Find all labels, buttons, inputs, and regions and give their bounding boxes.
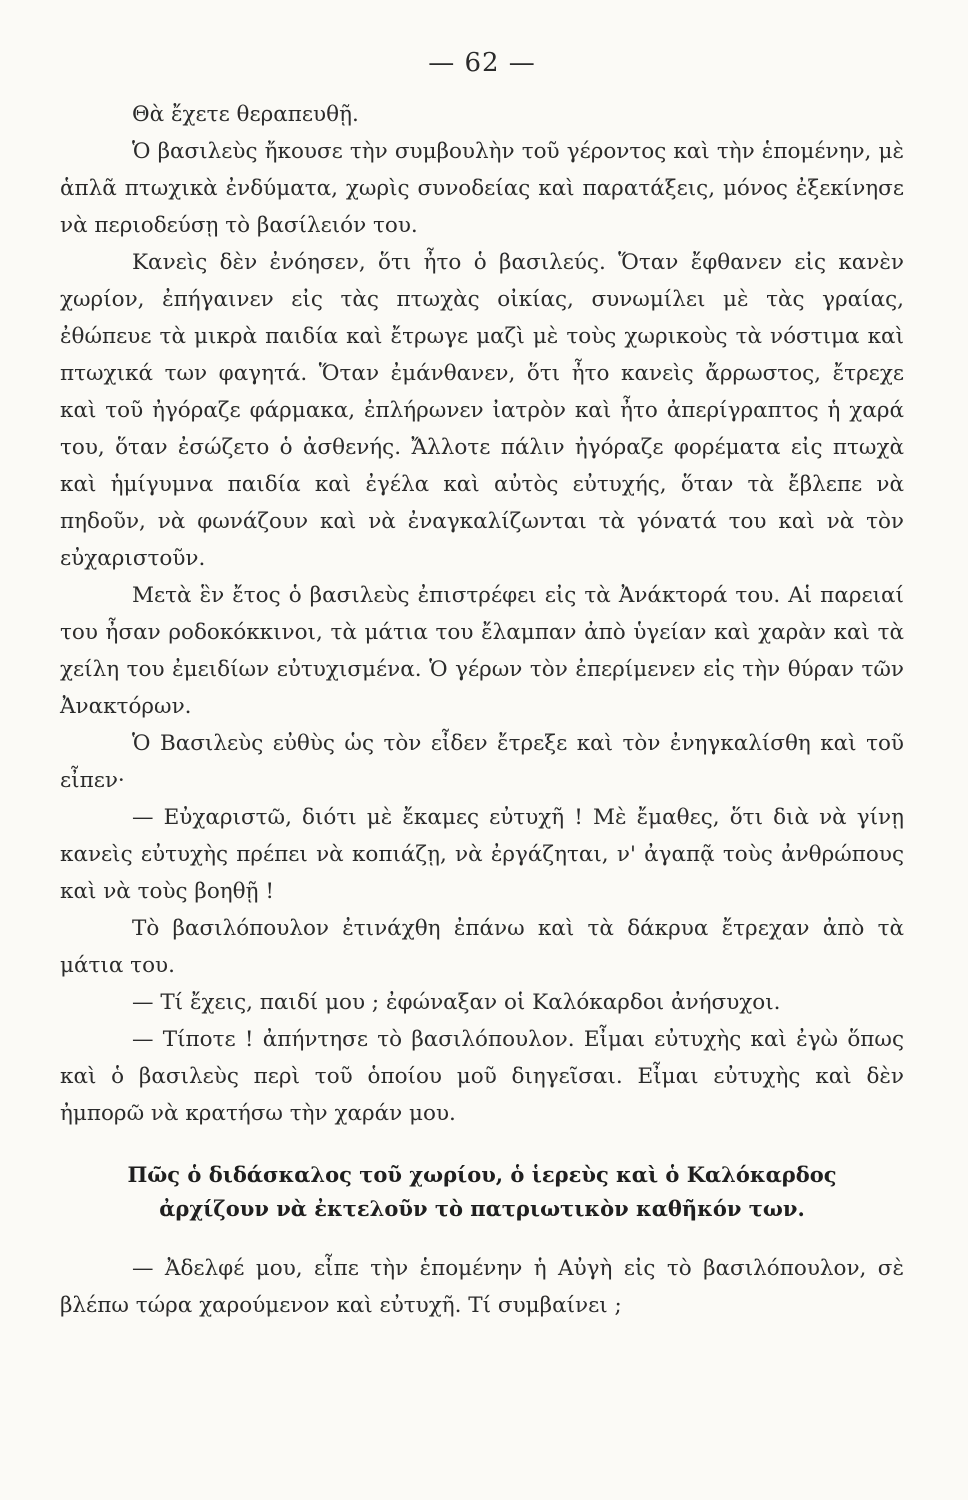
paragraph: Τὸ βασιλόπουλον ἐτινάχθη ἐπάνω καὶ τὰ δάκρυα ἔτρεχαν ἀπὸ τὰ μάτια του. xyxy=(60,916,904,978)
paragraph: — Εὐχαριστῶ, διότι μὲ ἔκαμες εὐτυχῆ ! Μὲ ἔμαθες, ὅτι διὰ νὰ γίνῃ κανεὶς εὐτυχὴς πρέπει νὰ κοπιάζῃ, νὰ ἐργάζηται, ν' ἀγαπᾷ τοὺς ἀνθρώπους καὶ νὰ τοὺς βοηθῇ ! xyxy=(60,805,904,904)
paragraph: Ὁ Βασιλεὺς εὐθὺς ὡς τὸν εἶδεν ἔτρεξε καὶ τὸν ἐνηγκαλίσθη καὶ τοῦ εἶπεν· xyxy=(60,731,904,793)
chapter-heading: Πῶς ὁ διδάσκαλος τοῦ χωρίου, ὁ ἱερεὺς καὶ ὁ Καλόκαρδος ἀρχίζουν νὰ ἐκτελοῦν τὸ πατριωτικὸν καθῆκόν των. xyxy=(127,1162,837,1221)
paragraph: Κανεὶς δὲν ἐνόησεν, ὅτι ἦτο ὁ βασιλεύς. Ὅταν ἔφθανεν εἰς κανὲν χωρίον, ἐπήγαινεν εἰς τὰς πτωχὰς οἰκίας, συνωμίλει μὲ τὰς γραίας, ἐθώπευε τὰ μικρὰ παιδία καὶ ἔτρωγε μαζὶ μὲ τοὺς χωρικοὺς τὰ νόστιμα καὶ πτωχικά των φαγητά. Ὅταν ἐμάνθανεν, ὅτι ἦτο κανεὶς ἄρρωστος, ἔτρεχε καὶ τοῦ ἠγόραζε φάρμακα, ἐπλήρωνεν ἰατρὸν καὶ ἦτο ἀπερίγραπτος ἡ χαρά του, ὅταν ἐσώζετο ὁ ἀσθενής. Ἄλλοτε πάλιν ἠγόραζε φορέματα εἰς πτωχὰ καὶ ἡμίγυμνα παιδία καὶ ἐγέλα καὶ αὐτὸς εὐτυχής, ὅταν τὰ ἔβλεπε νὰ πηδοῦν, νὰ φωνάζουν καὶ νὰ ἐναγκαλίζωνται τὰ γόνατά του καὶ νὰ τὸν εὐχαριστοῦν. xyxy=(60,250,904,571)
paragraph: Μετὰ ἓν ἔτος ὁ βασιλεὺς ἐπιστρέφει εἰς τὰ Ἀνάκτορά του. Αἱ παρειαί του ἦσαν ροδοκόκκινοι, τὰ μάτια του ἔλαμπαν ἀπὸ ὑγείαν καὶ χαρὰν καὶ τὰ χείλη του ἐμειδίων εὐτυχισμένα. Ὁ γέρων τὸν ἐπερίμενεν εἰς τὴν θύραν τῶν Ἀνακτόρων. xyxy=(60,583,904,719)
paragraph: Θὰ ἔχετε θεραπευθῇ. xyxy=(132,102,359,127)
paragraph: Ὁ βασιλεὺς ἤκουσε τὴν συμβουλὴν τοῦ γέροντος καὶ τὴν ἑπομένην, μὲ ἁπλᾶ πτωχικὰ ἐνδύματα, χωρὶς συνοδείας καὶ παρατάξεις, μόνος ἐξεκίνησε νὰ περιοδεύσῃ τὸ βασίλειόν του. xyxy=(60,139,904,238)
page-number: — 62 — xyxy=(428,48,536,78)
paragraph: — Τίποτε ! ἀπήντησε τὸ βασιλόπουλον. Εἶμαι εὐτυχὴς καὶ ἐγὼ ὅπως καὶ ὁ βασιλεὺς περὶ τοῦ ὁποίου μοῦ διηγεῖσαι. Εἶμαι εὐτυχὴς καὶ δὲν ἠμπορῶ νὰ κρατήσω τὴν χαράν μου. xyxy=(60,1027,904,1126)
body-text-before xyxy=(60,96,904,1132)
paragraph: — Ἀδελφέ μου, εἶπε τὴν ἑπομένην ἡ Αὐγὴ εἰς τὸ βασιλόπουλον, σὲ βλέπω τώρα χαρούμενον καὶ εὐτυχῆ. Τί συμβαίνει ; xyxy=(60,1256,904,1318)
paragraph: — Τί ἔχεις, παιδί μου ; ἐφώναξαν οἱ Καλόκαρδοι ἀνήσυχοι. xyxy=(132,990,781,1015)
body-text-after xyxy=(60,1250,904,1324)
